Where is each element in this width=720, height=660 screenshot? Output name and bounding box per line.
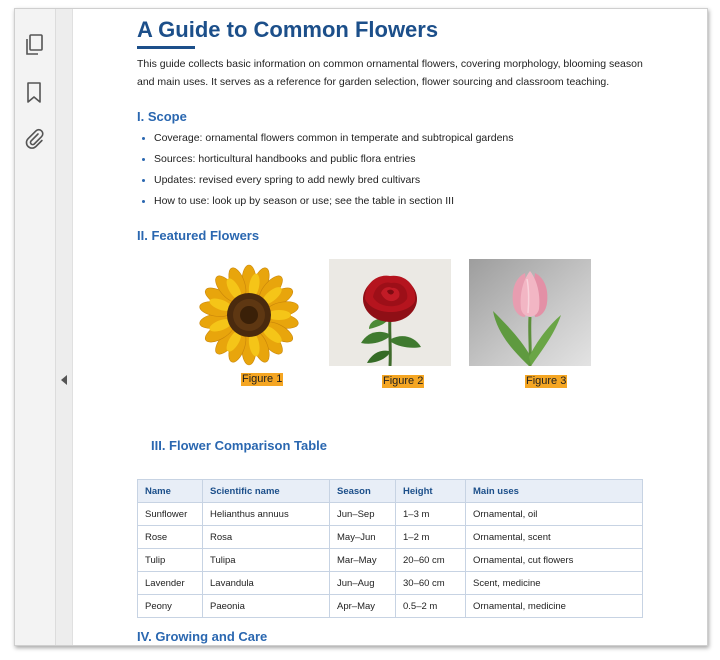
sidebar-collapse-strip[interactable] [56,9,73,645]
table-cell: 1–2 m [396,526,466,549]
figure-caption: Figure 3 [526,375,567,387]
table-cell: Tulip [138,549,203,572]
sidebar [15,9,56,645]
table-cell: Peony [138,595,203,618]
table-cell: Lavandula [203,572,330,595]
table-cell: Sunflower [138,503,203,526]
list-item: Updates: revised every spring to add newly bred cultivars [137,170,514,191]
table-cell: 30–60 cm [396,572,466,595]
column-header: Main uses [466,480,643,503]
list-item: How to use: look up by season or use; see the table in section III [137,191,514,212]
attachment-icon[interactable] [23,127,45,151]
document-viewer-window [14,8,708,646]
figure-sunflower [189,259,311,366]
table-header-row [138,480,643,503]
collapse-arrow-icon[interactable] [60,373,68,385]
comparison-table [137,479,643,618]
figure-rose [329,259,451,366]
figure-caption: Figure 1 [242,373,283,385]
table-cell: Scent, medicine [466,572,643,595]
section-heading-scope: I. Scope [137,109,187,124]
column-header: Scientific name [203,480,330,503]
sunflower-image [189,259,311,366]
table-cell: May–Jun [330,526,396,549]
table-cell: Mar–May [330,549,396,572]
table-cell: Rosa [203,526,330,549]
section-heading-featured: II. Featured Flowers [137,228,260,243]
document-page [73,9,707,645]
table-cell: Ornamental, oil [466,503,643,526]
table-cell: Lavender [138,572,203,595]
table-cell: Ornamental, medicine [466,595,643,618]
column-header: Height [396,480,466,503]
table-cell: 1–3 m [396,503,466,526]
page-title: A Guide to Common Flowers [137,17,439,42]
table-cell: Ornamental, cut flowers [466,549,643,572]
figure-caption: Figure 2 [383,375,424,387]
table-cell: Rose [138,526,203,549]
column-header: Name [138,480,203,503]
table-cell: Jun–Aug [330,572,396,595]
section-heading-comparison: III. Flower Comparison Table [151,438,328,453]
list-item: Sources: horticultural handbooks and public flora entries [137,149,514,170]
table-cell: Paeonia [203,595,330,618]
table-cell: 20–60 cm [396,549,466,572]
scope-list [137,128,514,212]
section-heading-growing: IV. Growing and Care [137,629,268,644]
table-cell: Jun–Sep [330,503,396,526]
rose-image [329,259,451,366]
column-header: Season [330,480,396,503]
table-cell: 0.5–2 m [396,595,466,618]
table-cell: Apr–May [330,595,396,618]
table-row [138,526,643,549]
table-cell: Tulipa [203,549,330,572]
list-item: Coverage: ornamental flowers common in temperate and subtropical gardens [137,128,514,149]
figure-tulip [469,259,591,366]
tulip-image [469,259,591,366]
title-underline [137,46,195,49]
table-cell: Ornamental, scent [466,526,643,549]
table-row [138,503,643,526]
table-row [138,595,643,618]
bookmark-icon[interactable] [23,81,45,105]
table-row [138,572,643,595]
intro-paragraph: This guide collects basic information on common ornamental flowers, covering morphology, blooming season and main uses. It serves as a reference for garden selection, flower sourcing and classroom teaching. [137,58,643,88]
pages-icon[interactable] [23,33,45,57]
table-row [138,549,643,572]
table-cell: Helianthus annuus [203,503,330,526]
